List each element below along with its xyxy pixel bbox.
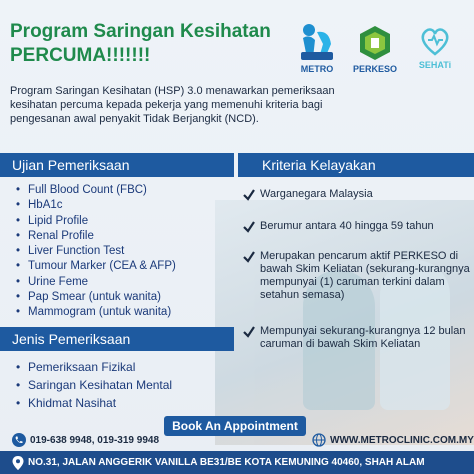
- kriteria-item: [242, 220, 470, 233]
- list-item: • Khidmat Nasihat: [14, 394, 172, 412]
- list-item: • Pemeriksaan Fizikal: [14, 358, 172, 376]
- sehati-logo-icon: [418, 24, 452, 58]
- sehati-logo-text: SEHATi: [418, 60, 452, 70]
- phone-text: 019-638 9948, 019-319 9948: [30, 434, 160, 446]
- sehati-logo: [405, 24, 465, 78]
- kriteria-item: [242, 325, 470, 351]
- kriteria-item-text: Berumur antara 40 hingga 59 tahun: [260, 220, 434, 232]
- list-item: • Urine Feme: [14, 275, 176, 290]
- kriteria-item-text: Warganegara Malaysia: [260, 188, 373, 200]
- website-link[interactable]: [312, 433, 474, 447]
- list-item: • HbA1c: [14, 198, 176, 213]
- phone-contact[interactable]: [12, 433, 159, 447]
- perkeso-logo: [350, 24, 400, 78]
- metro-logo: [296, 22, 338, 78]
- kriteria-item-text: Mempunyai sekurang-kurangnya 12 bulan caruman di bawah Skim Keliatan: [260, 325, 466, 350]
- kriteria-item: [242, 188, 470, 201]
- jenis-heading: Jenis Pemeriksaan: [0, 327, 234, 351]
- ujian-heading: Ujian Pemeriksaan: [0, 153, 234, 177]
- page-title: [10, 20, 271, 68]
- list-item: • Mammogram (untuk wanita): [14, 305, 176, 320]
- title-line-1: Program Saringan Kesihatan: [10, 21, 271, 42]
- intro-text: Program Saringan Kesihatan (HSP) 3.0 menawarkan pemeriksaan kesihatan percuma kepada pekerja yang memenuhi kriteria bagi pengesanan awal penyakit Tidak Berjangkit (NCD).: [10, 85, 335, 125]
- list-item: • Lipid Profile: [14, 214, 176, 229]
- jenis-list: [14, 358, 172, 412]
- perkeso-logo-icon: [356, 24, 394, 62]
- title-line-2: PERCUMA!!!!!!!: [10, 45, 151, 66]
- list-item: • Pap Smear (untuk wanita): [14, 290, 176, 305]
- list-item: • Liver Function Test: [14, 244, 176, 259]
- kriteria-item-text: Merupakan pencarum aktif PERKESO di bawah Skim Keliatan (sekurang-kurangnya mempunyai (1) caruman terkini dalam setahun semasa): [260, 250, 470, 301]
- ujian-list: [14, 183, 176, 321]
- address-footer: [0, 451, 474, 474]
- list-item: • Saringan Kesihatan Mental: [14, 376, 172, 394]
- kriteria-item: [242, 250, 470, 302]
- check-icon: [242, 250, 256, 264]
- check-icon: [242, 220, 256, 234]
- check-icon: [242, 325, 256, 339]
- phone-icon: [12, 433, 26, 447]
- background-photo: [215, 200, 474, 445]
- kriteria-heading: Kriteria Kelayakan: [238, 153, 474, 177]
- book-appointment-button[interactable]: Book An Appointment: [164, 416, 306, 436]
- globe-icon: [312, 433, 326, 447]
- location-pin-icon: [12, 456, 24, 470]
- check-icon: [242, 188, 256, 202]
- metro-logo-icon: [299, 22, 335, 62]
- address-text: NO.31, JALAN ANGGERIK VANILLA BE31/BE KOTA KEMUNING 40460, SHAH ALAM: [28, 457, 425, 468]
- list-item: • Full Blood Count (FBC): [14, 183, 176, 198]
- list-item: • Tumour Marker (CEA & AFP): [14, 259, 176, 274]
- metro-logo-text: METRO: [300, 64, 334, 74]
- list-item: • Renal Profile: [14, 229, 176, 244]
- perkeso-logo-text: PERKESO: [352, 64, 397, 74]
- website-text: WWW.METROCLINIC.COM.MY: [330, 434, 474, 446]
